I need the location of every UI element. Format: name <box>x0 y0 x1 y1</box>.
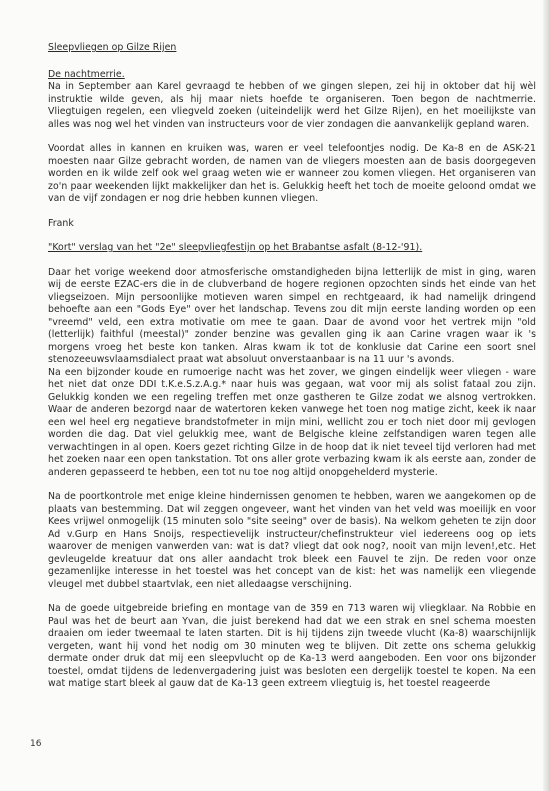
paragraph-verslag-1: Daar het vorige weekend door atmosferische omstandigheden bijna letterlijk de mist in ging, waren wij de eerste EZAC-ers die in de clubverband de hogere regionen opzochten sinds het einde van het vliegseizoen. Mijn persoonlijke motieven waren simpel en rechtgeaard, ik had namelijk dringend behoefte aan een "Gods Eye" over het landschap. Tevens zou dit mijn eerste landing worden op een "vreemd" veld, een extra motivatie om mee te gaan. Daar de avond voor het vertrek mijn "old (letterlijk) faithful (meestal)" zonder benzine was gevallen ging ik aan Carine vragen waar ik 's morgens vroeg het beste kon tanken. Alras kwam ik tot de konklusie dat Carine een soort snel stenozeeuwsvlaamsdialect praat wat absoluut onverstaanbaar is na 11 uur 's avonds. <box>48 266 536 365</box>
paragraph-verslag-3: Na de poortkontrole met enige kleine hindernissen genomen te hebben, waren we aangekomen op de plaats van bestemming. Dat wil zeggen ongeveer, want het vinden van het veld was moeilijk en voor Kees vrijwel onmogelijk (15 minuten solo "site seeing" over de basis). Na welkom geheten te zijn door Ad v.Gurp en Hans Snoijs, respectievelijk instructeur/chefinstrukteur viel iedereens oog op iets waarover de menigen vanwerden van: wat is dat? vliegt dat ook nog?, nooit van mijn leven!,etc. Het gevleugelde kreatuur dat ons aller aandacht trok bleek een Fauvel te zijn. De reden voor onze gezamenlijke interesse in het toestel was het concept van de kist: het was namelijk een vliegende vleugel met dubbel staartvlak, een niet alledaagse verschijning. <box>48 491 536 590</box>
signature-frank: Frank <box>48 217 74 229</box>
article-content <box>48 42 536 691</box>
page-edge-shadow <box>543 0 549 791</box>
section-heading-verslag: "Kort" verslag van het "2e" sleepvliegfestijn op het Brabantse asfalt (8-12-'91). <box>48 242 423 253</box>
paragraph-nachtmerrie-2: Voordat alles in kannen en kruiken was, waren er veel telefoontjes nodig. De Ka-8 en de ASK-21 moesten naar Gilze gebracht worden, de namen van de vliegers moesten aan de basis doorgegeven worden en ik wilde zelf ook wel graag weten wie er wanneer zou komen vliegen. Het organiseren van zo'n paar weekenden lijkt makkelijker dan het is. Gelukkig heeft het toch de moeite geloond omdat we van de vijf zondagen er nog drie hebben kunnen vliegen. <box>48 143 536 204</box>
article-title: Sleepvliegen op Gilze Rijen <box>48 42 177 53</box>
page-number: 16 <box>30 739 42 749</box>
paragraph-verslag-4: Na de goede uitgebreide briefing en montage van de 359 en 713 waren wij vliegklaar. Na Robbie en Paul was het de beurt aan Yvan, die juist berekend had dat we een strak en snel schema moesten draaien om ieder tweemaal te laten starten. Dit is hij tijdens zijn tweede vlucht (Ka-8) waarschijnlijk vergeten, want hij vond het nodig om 30 minuten weg te blijven. Dit zette ons schema gelukkig dermate onder druk dat mij een sleepvlucht op de Ka-13 werd aangeboden. Een voor ons bijzonder toestel, omdat tijdens de ledenvergadering juist was besloten een dergelijk toestel te kopen. Na een wat matige start bleek al gauw dat de Ka-13 geen extreem vliegtuig is, het toestel reageerde <box>48 603 536 689</box>
paragraph-verslag-2: Na een bijzonder koude en rumoerige nacht was het zover, we gingen eindelijk weer vliegen - ware het niet dat onze DDI t.K.e.S.z.A.g.* naar huis was gegaan, wat voor mij als solist fataal zou zijn. Gelukkig konden we een regeling treffen met onze gastheren te Gilze zodat we alsnog vertrokken. Waar de anderen bezorgd naar de watertoren keken vanwege het toen nog matige zicht, keek ik naar een wel heel erg negatieve brandstofmeter in mijn mini, wellicht zou er toch niet door mij gevlogen worden die dag. Dat viel gelukkig mee, want de Belgische kleine zelfstandigen waren tegen alle verwachtingen in al open. Koers gezet richting Gilze in de hoop dat ik niet teveel tijd verloren had met het zoeken naar een open tankstation. Tot ons aller grote verbazing kwam ik als eerste aan, zonder de anderen gepasseerd te hebben, een tot nu toe nog altijd onopgehelderd mysterie. <box>48 366 536 478</box>
section-heading-nachtmerrie: De nachtmerrie. <box>48 68 125 80</box>
paragraph-nachtmerrie-1: Na in September aan Karel gevraagd te hebben of we gingen slepen, zei hij in oktober dat hij wèl instruktie wilde geven, als hij maar niets hoefde te organiseren. Toen begon de nachtmerrie. Vliegtuigen regelen, een vliegveld zoeken (uiteindelijk werd het Gilze Rijen), en het moeilijkste van alles was nog wel het vinden van instructeurs voor de vier zondagen die aanvankelijk gepland waren. <box>48 81 536 130</box>
